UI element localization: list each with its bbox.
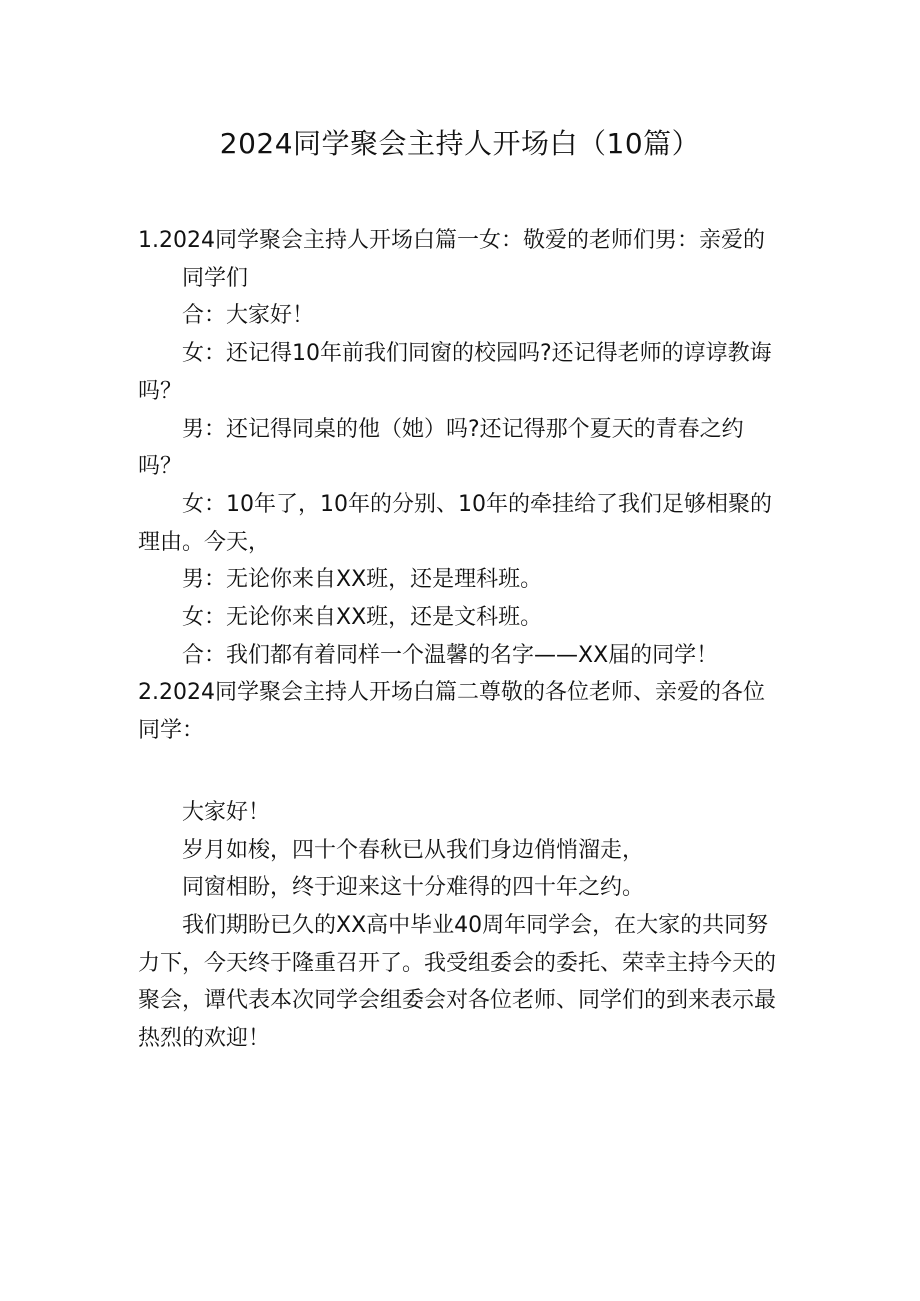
section-2-heading: 2.2024同学聚会主持人开场白篇二尊敬的各位老师、亲爱的各位同学： xyxy=(138,680,765,744)
paragraph: 女：还记得10年前我们同窗的校园吗?还记得老师的谆谆教诲吗？ xyxy=(138,341,772,404)
paragraph: 岁月如梭，四十个春秋已从我们身边俏悄溜走， xyxy=(182,837,645,863)
paragraph: 女：10年了，10年的分别、10年的牵挂给了我们足够相聚的理由。今天， xyxy=(138,491,772,555)
paragraph: 同窗相盼，终于迎来这十分难得的四十年之约。 xyxy=(182,875,645,901)
paragraph: 我们期盼已久的XX高中毕业40周年同学会，在大家的共同努力下，今天终于隆重召开了。我受组委会的委托、荣幸主持今天的聚会，谭代表本次同学会组委会对各位老师、同学们的到来表示最热烈的欢迎！ xyxy=(138,912,777,1052)
paragraph: 男：还记得同桌的他（她）吗?还记得那个夏天的青春之约吗？ xyxy=(138,416,744,480)
paragraph: 女：无论你来自XX班，还是文科班。 xyxy=(182,605,543,631)
document-title: 2024同学聚会主持人开场白（10篇） xyxy=(219,127,701,160)
paragraph: 合：大家好！ xyxy=(182,303,315,329)
paragraph: 男：无论你来自XX班，还是理科班。 xyxy=(182,567,543,593)
paragraph: 大家好！ xyxy=(182,799,271,825)
document-body xyxy=(138,222,786,1058)
paragraph-spacer xyxy=(138,750,786,794)
paragraph: 合：我们都有着同样一个温馨的名字——XX届的同学！ xyxy=(182,642,719,668)
section-1-heading: 1.2024同学聚会主持人开场白篇一女：敬爱的老师们男：亲爱的同学们 xyxy=(138,228,765,291)
